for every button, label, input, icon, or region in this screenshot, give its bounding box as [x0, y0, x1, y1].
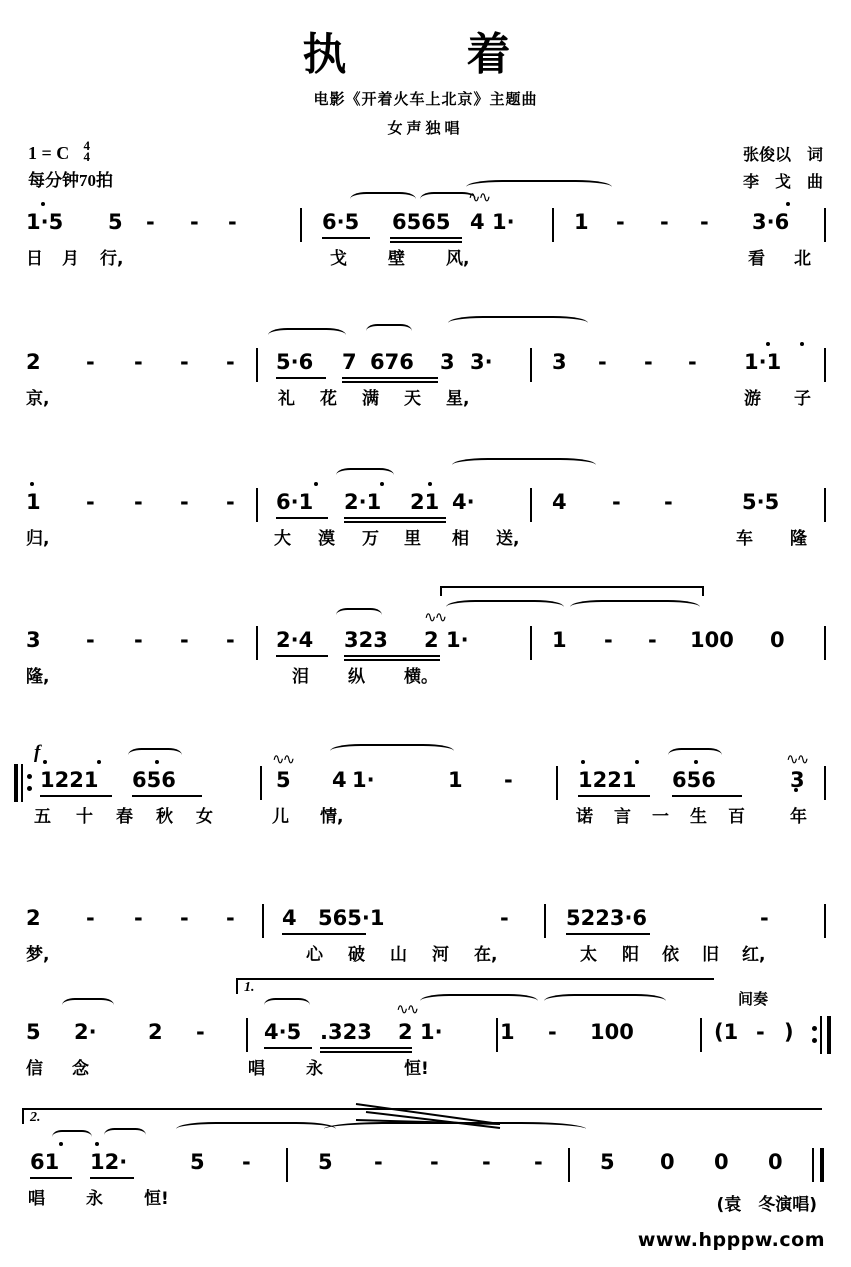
note-token: 676 — [370, 350, 414, 374]
note-row-7 — [0, 1000, 851, 1054]
beam — [276, 377, 326, 379]
note-token: .323 — [320, 1020, 372, 1044]
slur — [104, 1128, 146, 1142]
note-token: 2·4 — [276, 628, 314, 652]
slur — [264, 998, 310, 1012]
note-token: - — [664, 490, 673, 514]
note-token: (1 — [714, 1020, 739, 1044]
lyric-token: 天 — [404, 389, 421, 409]
lyric-token: 儿 — [272, 807, 289, 827]
note-token: - — [228, 210, 237, 234]
lyric-token: 行, — [100, 249, 124, 269]
barline — [700, 1018, 702, 1052]
lyric-token: 隆, — [26, 667, 50, 687]
lyric-token: 五 — [34, 807, 51, 827]
lyric-token: 心 — [306, 945, 323, 965]
lyric-token: 唱 — [28, 1189, 45, 1209]
slur — [420, 994, 538, 1008]
volta-bracket-1 — [236, 978, 714, 994]
lyric-token: 一 — [652, 807, 669, 827]
note-token: 3 — [552, 350, 567, 374]
note-token: - — [134, 350, 143, 374]
lyric-token: 隆 — [790, 529, 807, 549]
lyric-token: 山 — [390, 945, 407, 965]
note-token: 3· — [470, 350, 493, 374]
barline — [496, 1018, 498, 1052]
octave-dot — [635, 760, 639, 764]
lyric-token: 泪 — [292, 667, 309, 687]
lyric-token: 满 — [362, 389, 379, 409]
note-token: 2 — [424, 628, 439, 652]
barline — [300, 208, 302, 242]
note-token: 1 — [448, 768, 463, 792]
beam — [320, 1047, 412, 1049]
barline — [824, 208, 826, 242]
note-token: 4 — [332, 768, 347, 792]
note-token: - — [374, 1150, 383, 1174]
lyric-token: 纵 — [348, 667, 365, 687]
barline — [256, 626, 258, 660]
credits — [743, 142, 823, 196]
lyric-token: 里 — [404, 529, 421, 549]
note-token: - — [644, 350, 653, 374]
barline — [824, 626, 826, 660]
time-signature-denominator: 4 — [83, 149, 91, 165]
note-token: 100 — [690, 628, 734, 652]
lyric-token: 年 — [790, 807, 807, 827]
barline — [262, 904, 264, 938]
note-token: 4 — [470, 210, 485, 234]
octave-dot — [380, 482, 384, 486]
slur — [62, 998, 114, 1012]
note-token: 2· — [74, 1020, 97, 1044]
lyric-token: 念 — [72, 1059, 89, 1079]
beam — [672, 795, 742, 797]
note-token: - — [86, 350, 95, 374]
note-token: 3 — [790, 768, 805, 792]
lyric-token: 唱 — [248, 1059, 265, 1079]
lyric-row-7 — [0, 1054, 851, 1082]
lyric-token: 阳 — [622, 945, 639, 965]
note-token: 2 — [26, 906, 41, 930]
slur — [176, 1122, 336, 1136]
score-key-tempo — [28, 140, 113, 194]
note-token: 1 — [26, 490, 41, 514]
note-token: 1·5 — [26, 210, 64, 234]
lyric-token: 信 — [26, 1059, 43, 1079]
phrase-bracket — [440, 586, 704, 596]
note-token: - — [688, 350, 697, 374]
note-row-2 — [0, 350, 851, 384]
slur — [330, 744, 454, 758]
note-token: 1 — [500, 1020, 515, 1044]
note-token: - — [612, 490, 621, 514]
note-token: 1· — [492, 210, 515, 234]
note-token: 3·6 — [752, 210, 790, 234]
note-token: 4· — [452, 490, 475, 514]
lyricist-credit: 张俊以 词 — [742, 147, 823, 164]
note-token: 1· — [352, 768, 375, 792]
note-token: - — [180, 906, 189, 930]
lyric-token: 女 — [196, 807, 213, 827]
note-token: - — [430, 1150, 439, 1174]
beam — [40, 795, 112, 797]
note-token: 0 — [770, 628, 785, 652]
octave-dot — [43, 760, 47, 764]
note-row-1 — [0, 188, 851, 244]
note-token: 5 — [190, 1150, 205, 1174]
beam — [320, 1051, 412, 1053]
note-token: 6565 — [392, 210, 451, 234]
lyric-token: 礼 — [278, 389, 295, 409]
lyric-token: 大 — [274, 529, 291, 549]
note-token: 1221 — [40, 768, 99, 792]
note-token: - — [756, 1020, 765, 1044]
note-token: 0 — [768, 1150, 783, 1174]
note-token: 6·5 — [322, 210, 360, 234]
note-token: - — [504, 768, 513, 792]
note-token: - — [604, 628, 613, 652]
dynamic-forte: f — [34, 742, 41, 763]
barline — [820, 1148, 824, 1182]
note-token: - — [598, 350, 607, 374]
lyric-token: 恒! — [404, 1059, 429, 1079]
note-token: - — [226, 906, 235, 930]
note-token: 100 — [590, 1020, 634, 1044]
note-token: 2 — [26, 350, 41, 374]
key-signature: 1 = C — [28, 143, 70, 164]
time-signature-numerator: 4 — [83, 138, 91, 153]
slur — [570, 600, 700, 614]
slur — [336, 468, 394, 482]
beam — [566, 933, 650, 935]
lyric-token: 看 — [748, 249, 765, 269]
volta-label-2: 2. — [30, 1110, 41, 1125]
note-token: - — [180, 350, 189, 374]
lyric-row-6 — [0, 940, 851, 968]
lyric-token: 十 — [76, 807, 93, 827]
note-token: - — [548, 1020, 557, 1044]
note-token: 1·1 — [744, 350, 782, 374]
note-token: 61 — [30, 1150, 60, 1174]
beam — [390, 241, 462, 243]
slur — [452, 458, 596, 472]
barline — [530, 488, 532, 522]
note-token: 565·1 — [318, 906, 385, 930]
note-token: 21 — [410, 490, 440, 514]
tempo-marking: 每分钟70拍 — [28, 170, 113, 190]
octave-dot — [97, 760, 101, 764]
beam — [344, 659, 440, 661]
note-token: 5 — [318, 1150, 333, 1174]
lyric-token: 春 — [116, 807, 133, 827]
note-token: - — [534, 1150, 543, 1174]
lyric-token: 在, — [474, 945, 498, 965]
note-token: 5 — [108, 210, 123, 234]
slur — [268, 328, 346, 342]
octave-dot — [41, 202, 45, 206]
note-token: - — [500, 906, 509, 930]
lyric-token: 梦, — [26, 945, 50, 965]
vibrato-mark: ∿∿ — [424, 608, 446, 626]
time-signature — [83, 138, 91, 165]
beam — [342, 381, 438, 383]
slur — [350, 192, 416, 206]
note-token: 656 — [132, 768, 176, 792]
lyric-token: 言 — [614, 807, 631, 827]
website-watermark: www.hpppw.com — [637, 1229, 825, 1251]
lyric-row-2 — [0, 384, 851, 412]
barline — [530, 626, 532, 660]
page-title: 执 着 — [302, 29, 549, 80]
note-token: - — [616, 210, 625, 234]
note-token: 2 — [398, 1020, 413, 1044]
note-token: - — [226, 490, 235, 514]
lyric-token: 漠 — [318, 529, 335, 549]
note-token: 2·1 — [344, 490, 382, 514]
beam — [276, 517, 328, 519]
barline — [246, 1018, 248, 1052]
composer-credit: 李 戈 曲 — [742, 174, 823, 192]
octave-dot — [95, 1142, 99, 1146]
lyric-token: 旧 — [702, 945, 719, 965]
slur — [324, 1122, 586, 1136]
octave-dot — [30, 482, 34, 486]
note-token: 7 — [342, 350, 357, 374]
subtitle-voice: 女声独唱 — [387, 121, 464, 137]
lyric-token: 相 — [452, 529, 469, 549]
octave-dot — [314, 482, 318, 486]
note-token: - — [86, 906, 95, 930]
lyric-token: 秋 — [156, 807, 173, 827]
octave-dot — [786, 202, 790, 206]
barline — [812, 1148, 814, 1182]
octave-dot — [428, 482, 432, 486]
beam — [282, 933, 366, 935]
note-token: - — [134, 490, 143, 514]
note-token: 656 — [672, 768, 716, 792]
note-token: - — [86, 490, 95, 514]
note-row-4 — [0, 608, 851, 662]
note-token: 5 — [276, 768, 291, 792]
note-token: 4 — [552, 490, 567, 514]
note-token: 1 — [574, 210, 589, 234]
slur — [544, 994, 666, 1008]
note-token: - — [660, 210, 669, 234]
note-token: 5223·6 — [566, 906, 648, 930]
note-token: - — [226, 628, 235, 652]
note-token: - — [482, 1150, 491, 1174]
octave-dot — [694, 760, 698, 764]
lyric-token: 横。 — [404, 667, 438, 687]
barline — [544, 904, 546, 938]
beam — [344, 521, 446, 523]
lyric-token: 风, — [446, 249, 470, 269]
slur — [336, 608, 382, 622]
note-token: 5 — [26, 1020, 41, 1044]
lyric-token: 游 — [744, 389, 761, 409]
lyric-token: 送, — [496, 529, 520, 549]
note-token: - — [86, 628, 95, 652]
note-token: 323 — [344, 628, 388, 652]
lyric-row-4 — [0, 662, 851, 690]
octave-dot — [581, 760, 585, 764]
note-token: 12· — [90, 1150, 128, 1174]
note-token: 0 — [714, 1150, 729, 1174]
note-token: - — [226, 350, 235, 374]
note-token: - — [760, 906, 769, 930]
vibrato-mark: ∿∿ — [272, 750, 294, 768]
barline — [568, 1148, 570, 1182]
lyric-token: 车 — [736, 529, 753, 549]
note-token: 5·5 — [742, 490, 780, 514]
note-token: - — [242, 1150, 251, 1174]
beam — [132, 795, 202, 797]
barline — [530, 348, 532, 382]
lyric-row-3 — [0, 524, 851, 552]
note-token: ) — [784, 1020, 794, 1044]
octave-dot — [766, 342, 770, 346]
beam — [578, 795, 650, 797]
note-token: - — [134, 906, 143, 930]
lyric-token: 太 — [580, 945, 597, 965]
note-token: 5 — [600, 1150, 615, 1174]
note-token: 6·1 — [276, 490, 314, 514]
subtitle-film: 电影《开着火车上北京》主题曲 — [313, 92, 538, 108]
note-row-3 — [0, 490, 851, 524]
note-token: - — [190, 210, 199, 234]
barline — [824, 904, 826, 938]
lyric-token: 河 — [432, 945, 449, 965]
lyric-token: 月 — [62, 249, 79, 269]
note-token: 4·5 — [264, 1020, 302, 1044]
lyric-token: 日 — [26, 249, 43, 269]
lyric-token: 戈 — [330, 249, 347, 269]
note-token: - — [196, 1020, 205, 1044]
note-row-8 — [0, 1150, 851, 1184]
barline — [260, 766, 262, 800]
note-token: - — [134, 628, 143, 652]
lyric-token: 恒! — [144, 1189, 169, 1209]
lyric-token: 永 — [86, 1189, 103, 1209]
slur — [446, 600, 564, 614]
note-token: 1 — [552, 628, 567, 652]
note-token: - — [648, 628, 657, 652]
vibrato-mark: ∿∿ — [396, 1000, 418, 1018]
lyric-token: 百 — [728, 807, 745, 827]
vibrato-mark: ∿∿ — [786, 750, 808, 768]
note-token: 1221 — [578, 768, 637, 792]
lyric-token: 万 — [362, 529, 379, 549]
barline — [824, 766, 826, 800]
slur — [52, 1130, 92, 1144]
beam — [322, 237, 370, 239]
octave-dot — [59, 1142, 63, 1146]
octave-dot — [155, 760, 159, 764]
beam — [390, 237, 462, 239]
beam — [264, 1047, 312, 1049]
note-token: - — [180, 490, 189, 514]
lyric-token: 红, — [742, 945, 766, 965]
barline — [286, 1148, 288, 1182]
lyric-token: 花 — [320, 389, 337, 409]
beam — [344, 655, 440, 657]
lyric-token: 破 — [348, 945, 365, 965]
lyric-token: 生 — [690, 807, 707, 827]
lyric-token: 永 — [306, 1059, 323, 1079]
lyric-token: 子 — [794, 389, 811, 409]
barline — [552, 208, 554, 242]
note-token: - — [700, 210, 709, 234]
barline — [256, 488, 258, 522]
slur — [448, 316, 588, 330]
volta-label-1: 1. — [244, 980, 255, 995]
lyric-token: 京, — [26, 389, 50, 409]
lyric-token: 依 — [662, 945, 679, 965]
lyric-token: 星, — [446, 389, 470, 409]
note-token: 5·6 — [276, 350, 314, 374]
barline — [256, 348, 258, 382]
note-row-6 — [0, 906, 851, 940]
note-row-5 — [0, 750, 851, 802]
barline — [556, 766, 558, 800]
lyric-row-5 — [0, 802, 851, 830]
singer-credit: (袁 冬演唱) — [716, 1195, 817, 1215]
lyric-token: 北 — [794, 249, 811, 269]
note-token: 1· — [420, 1020, 443, 1044]
note-token: 3 — [26, 628, 41, 652]
note-token: 3 — [440, 350, 455, 374]
lyric-token: 壁 — [388, 249, 405, 269]
barline — [824, 348, 826, 382]
barline — [824, 488, 826, 522]
note-token: 0 — [660, 1150, 675, 1174]
beam — [30, 1177, 72, 1179]
beam — [342, 377, 438, 379]
beam — [90, 1177, 134, 1179]
lyric-token: 情, — [320, 807, 344, 827]
beam — [276, 655, 328, 657]
octave-dot — [800, 342, 804, 346]
note-token: - — [180, 628, 189, 652]
lyric-token: 诺 — [576, 807, 593, 827]
note-token: 4 — [282, 906, 297, 930]
note-token: 2 — [148, 1020, 163, 1044]
lyric-token: 归, — [26, 529, 50, 549]
note-token: - — [146, 210, 155, 234]
vibrato-mark: ∿∿ — [468, 188, 490, 206]
beam — [344, 517, 446, 519]
slur — [366, 324, 412, 338]
note-token: 1· — [446, 628, 469, 652]
interlude-label: 间奏 — [738, 990, 769, 1008]
lyric-row-1 — [0, 244, 851, 272]
